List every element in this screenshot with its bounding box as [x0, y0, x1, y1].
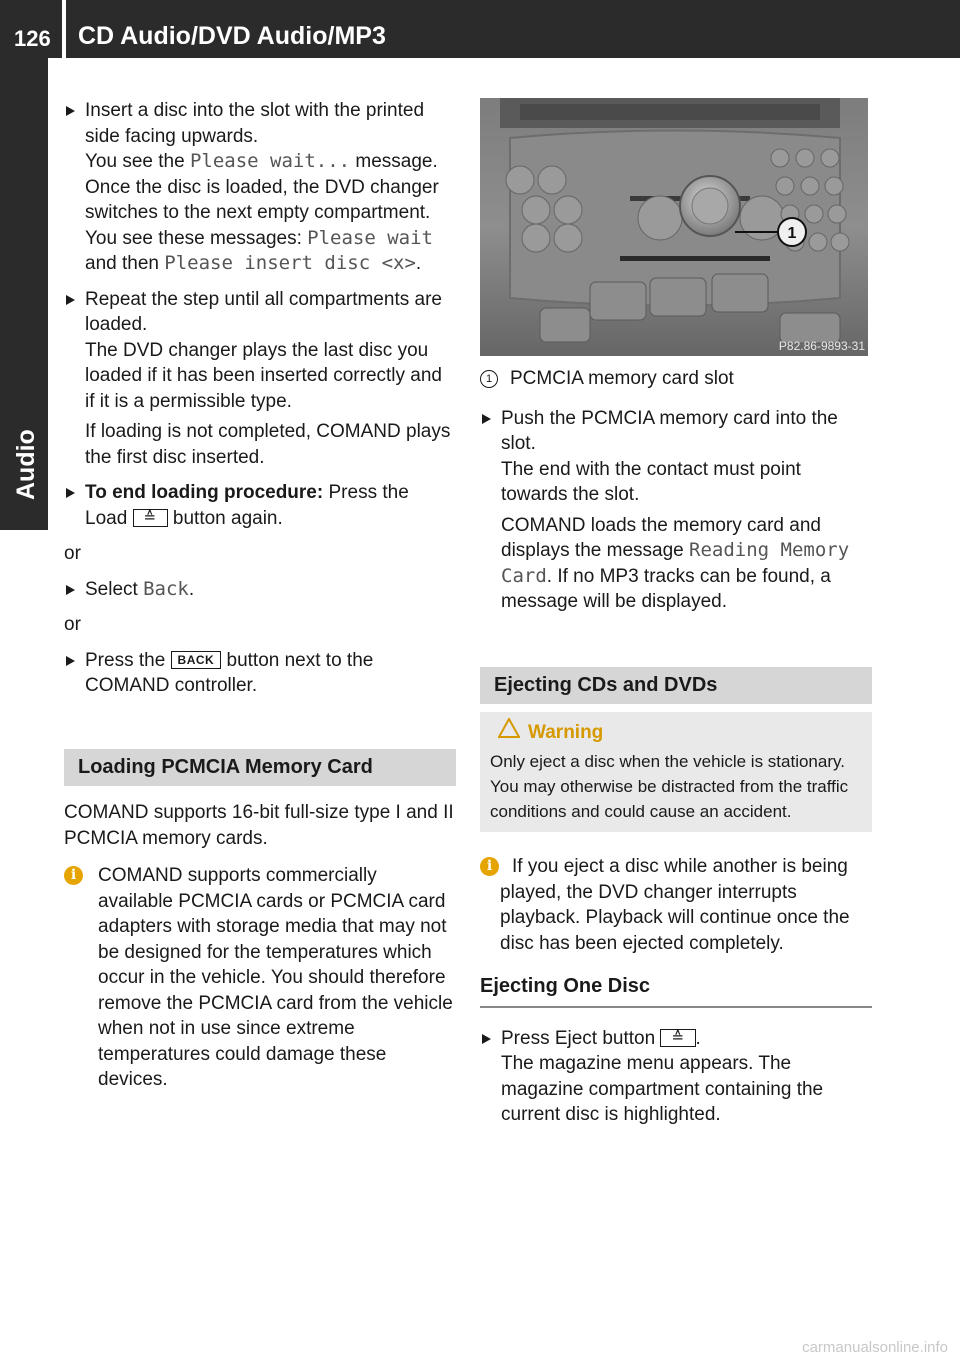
back-key-icon: BACK — [171, 651, 222, 669]
warning-title: Warning — [490, 720, 862, 745]
paragraph: COMAND supports 16-bit full-size type I and II PCMCIA memory cards. — [64, 802, 454, 849]
step-push-card — [480, 406, 872, 615]
step-text: Insert a disc into the slot with the printed side facing upwards. — [85, 100, 425, 147]
warning-text: Only eject a disc when the vehicle is stationary. You may otherwise be distracted from the traffic conditions and could cause an accident. — [490, 752, 849, 821]
side-tab-top — [0, 58, 48, 355]
comand-unit-photo — [480, 98, 868, 356]
step-text: You see the Please wait... message. — [85, 150, 438, 172]
step-text: The DVD changer plays the last disc you loaded if it has been inserted correctly and if it is a permissible type. — [85, 339, 442, 412]
warning-box — [480, 712, 872, 832]
callout-number-icon: 1 — [480, 370, 498, 388]
eject-key-icon: ≙ — [660, 1029, 695, 1047]
display-message: Reading Memory Card — [501, 539, 850, 587]
step-arrow-icon — [66, 656, 75, 666]
or-text: or — [64, 543, 81, 564]
step-text: Push the PCMCIA memory card into the slot. — [501, 407, 838, 454]
step-arrow-icon — [482, 414, 491, 424]
step-select-back — [64, 577, 456, 603]
display-message: Please insert disc <x> — [164, 252, 416, 274]
section-heading-ejecting: Ejecting CDs and DVDs — [480, 667, 872, 705]
step-text: Press Eject button ≙ . — [501, 1027, 701, 1049]
step-arrow-icon — [66, 106, 75, 116]
step-text: Repeat the step until all compartments are loaded. — [85, 288, 442, 335]
step-text: Once the disc is loaded, the DVD changer switches to the next empty compartment. — [85, 176, 439, 223]
photo-code: P82.86-9893-31 — [778, 339, 865, 353]
info-text: If you eject a disc while another is being played, the DVD changer interrupts playback. Playback will continue once the disc has been ejected completely. — [500, 856, 850, 954]
info-text: COMAND supports commercially available PCMCIA cards or PCMCIA card adapters with storage media that may not be designed for the temperatures which occur in the vehicle. You should therefore remove the PCMCIA card from the vehicle when not in use since extreme temperatures could damage these devices. — [98, 865, 453, 1090]
display-message: Please wait — [307, 226, 434, 249]
step-press-back — [64, 648, 456, 699]
subheading-ejecting-one-disc: Ejecting One Disc — [480, 974, 872, 1008]
page-title: CD Audio/DVD Audio/MP3 — [78, 22, 386, 50]
step-text: Select Back. — [85, 577, 195, 600]
photo-caption — [480, 366, 872, 392]
right-column — [480, 98, 872, 1138]
photo-callout-number: 1 — [787, 225, 797, 242]
step-end-loading — [64, 480, 456, 531]
or-text: or — [64, 614, 81, 635]
step-text: To end loading procedure: Press the Load ≙ button again. — [85, 482, 409, 529]
info-note — [480, 854, 872, 956]
info-icon: i — [64, 866, 83, 885]
step-text: COMAND loads the memory card and displays the message Reading Memory Card. If no MP3 tracks can be found, a message will be displayed. — [501, 514, 850, 612]
step-arrow-icon — [66, 295, 75, 305]
step-arrow-icon — [482, 1034, 491, 1044]
info-note — [64, 863, 456, 1093]
left-column — [64, 98, 456, 1107]
side-label: Audio — [12, 429, 40, 500]
step-text: Press the BACK button next to the COMAND controller. — [85, 649, 374, 696]
step-insert-disc — [64, 98, 456, 277]
eject-key-icon: ≙ — [133, 509, 168, 527]
caption-text: PCMCIA memory card slot — [510, 368, 734, 389]
section-heading-pcmcia: Loading PCMCIA Memory Card — [64, 749, 456, 787]
warning-triangle-icon — [498, 718, 520, 738]
step-text: The end with the contact must point towards the slot. — [501, 458, 801, 505]
step-text: The magazine menu appears. The magazine compartment containing the current disc is highlighted. — [501, 1053, 824, 1125]
display-message: Please wait... — [189, 150, 351, 172]
step-arrow-icon — [66, 488, 75, 498]
display-message: Back — [143, 577, 189, 600]
header-divider — [62, 0, 66, 58]
watermark: carmanualsonline.info — [802, 1339, 948, 1356]
info-icon: i — [480, 857, 499, 876]
step-text: You see these messages: Please wait and then Please insert disc <x>. — [85, 226, 434, 274]
step-arrow-icon — [66, 585, 75, 595]
step-repeat — [64, 287, 456, 471]
page-number: 126 — [14, 26, 51, 51]
step-text: If loading is not completed, COMAND plays the first disc inserted. — [85, 421, 451, 468]
step-press-eject — [480, 1026, 872, 1128]
